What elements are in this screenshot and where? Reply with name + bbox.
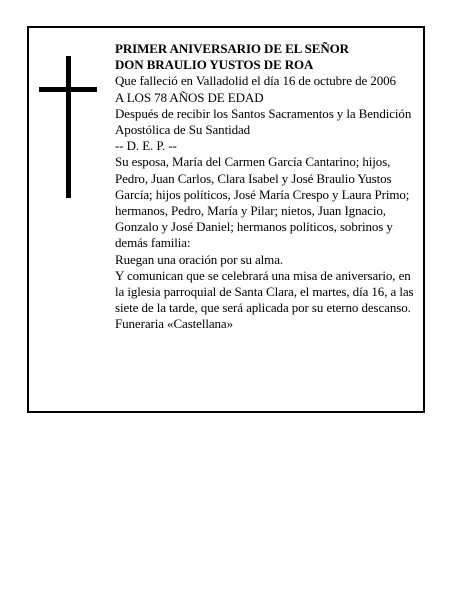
death-info: Que falleció en Valladolid el día 16 de octubre de 2006	[115, 73, 396, 89]
cross-horizontal-bar	[39, 87, 97, 92]
notice-title-line-2: DON BRAULIO YUSTOS DE ROA	[115, 57, 314, 73]
mass-announcement: Y comunican que se celebrará una misa de aniversario, en la iglesia parroquial de Santa Clara, el martes, día 16, a las siete de la tarde, que será aplicada por su eterno descanso.	[115, 267, 414, 316]
funeral-home: Funeraria «Castellana»	[115, 316, 234, 332]
sacraments-line: Después de recibir los Santos Sacramentos y la Bendición Apostólica de Su Santidad	[115, 105, 412, 138]
age-line: A LOS 78 AÑOS DE EDAD	[115, 89, 264, 105]
obituary-notice	[27, 26, 425, 413]
prayer-request: Ruegan una oración por su alma.	[115, 251, 284, 267]
notice-text-block	[115, 41, 420, 333]
cross-vertical-bar	[66, 56, 71, 198]
dep-line: -- D. E. P. --	[115, 138, 177, 154]
family-list: Su esposa, María del Carmen García Cantarino; hijos, Pedro, Juan Carlos, Clara Isabel y José Braulio Yustos García; hijos políticos, José María Crespo y Laura Primo; hermanos, Pedro, María y Pilar; nietos, Juan Ignacio, Gonzalo y José Daniel; hermanos políticos, sobrinos y demás familia:	[115, 154, 410, 251]
notice-title-line-1: PRIMER ANIVERSARIO DE EL SEÑOR	[115, 41, 349, 56]
cross-icon	[39, 56, 97, 198]
